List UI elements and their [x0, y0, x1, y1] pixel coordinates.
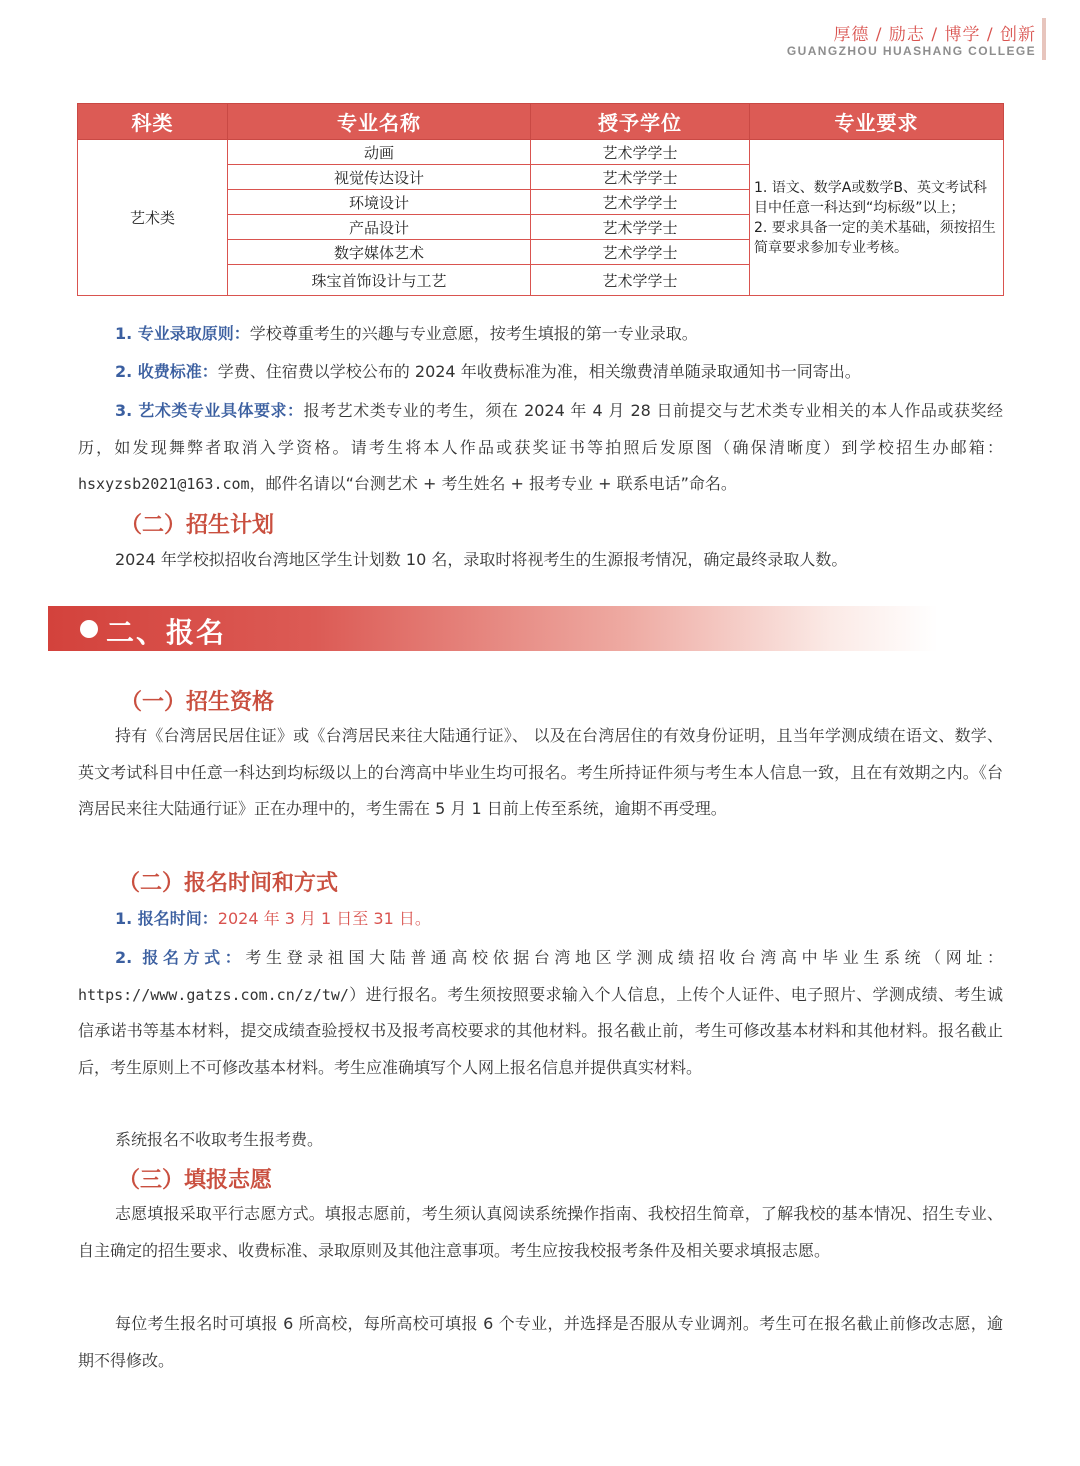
section-banner [48, 606, 938, 651]
registration-time-label: 1. 报名时间： [115, 909, 218, 928]
registration-method [78, 940, 1003, 1086]
rule-3-label: 3. 艺术类专业具体要求： [115, 401, 304, 420]
major-cell: 动画 [228, 140, 531, 165]
requirement-1: 1. 语文、数学A或数学B、英文考试科目中任意一科达到“均标级”以上； [754, 179, 987, 216]
major-cell: 视觉传达设计 [228, 165, 531, 190]
major-cell: 珠宝首饰设计与工艺 [228, 265, 531, 296]
rule-3-text-b: ，邮件名请以“台测艺术 + 考生姓名 + 报考专业 + 联系电话”命名。 [249, 474, 737, 493]
registration-time-text: 2024 年 3 月 1 日至 31 日。 [217, 909, 431, 928]
wish-text-2: 每位考生报名时可填报 6 所高校，每所高校可填报 6 个专业，并选择是否服从专业调剂。考生可在报名截止前修改志愿，逾期不得修改。 [78, 1314, 1003, 1370]
rule-art-requirements [78, 393, 1003, 503]
table-header-row [78, 104, 1004, 140]
section-title: 二、报名 [106, 616, 227, 649]
admission-email[interactable]: hsxyzsb2021@163.com [78, 475, 250, 493]
registration-method-text-b: ）进行报名。考生须按照要求输入个人信息，上传个人证件、电子照片、学测成绩、考生诚信承诺书等基本材料，提交成绩查验授权书及报考高校要求的其他材料。报名截止前，考生可修改基本材料和其他材料。报名截止后，考生原则上不可修改基本材料。考生应准确填写个人网上报名信息并提供真实材料。 [78, 984, 1003, 1077]
plan-text: 2024 年学校拟招收台湾地区学生计划数 10 名，录取时将视考生的生源报考情况，确定最终录取人数。 [115, 550, 848, 569]
category-cell: 艺术类 [78, 140, 228, 296]
wish-heading: （三）填报志愿 [118, 1168, 273, 1193]
rule-admission-principle [78, 316, 1003, 353]
header-accent-bar [1042, 18, 1046, 60]
header-requirement: 专业要求 [750, 104, 1004, 140]
degree-cell: 艺术学学士 [531, 165, 750, 190]
table-row [78, 140, 1004, 165]
bullet-dot-icon [80, 620, 98, 638]
majors-table [77, 103, 1004, 296]
requirement-cell [750, 140, 1004, 296]
qualification-heading: （一）招生资格 [120, 690, 275, 715]
college-name: GUANGZHOU HUASHANG COLLEGE [786, 44, 1036, 58]
header-degree: 授予学位 [531, 104, 750, 140]
rule-1-text: 学校尊重考生的兴趣与专业意愿，按考生填报的第一专业录取。 [249, 324, 698, 343]
qualification-text: 持有《台湾居民居住证》或《台湾居民来往大陆通行证》、 以及在台湾居住的有效身份证明，且当年学测成绩在语文、数学、英文考试科目中任意一科达到均标级以上的台湾高中毕业生均可报名。考生所持证件须与考生本人信息一致，且在有效期之内。《台湾居民来往大陆通行证》正在办理中的，考生需在 5 月 1 日前上传至系统，逾期不再受理。 [78, 726, 1003, 818]
rule-2-label: 2. 收费标准： [115, 362, 218, 381]
registration-method-label: 2. 报名方式： [115, 948, 246, 967]
degree-cell: 艺术学学士 [531, 240, 750, 265]
degree-cell: 艺术学学士 [531, 140, 750, 165]
degree-cell: 艺术学学士 [531, 190, 750, 215]
registration-heading: （二）报名时间和方式 [118, 871, 339, 896]
degree-cell: 艺术学学士 [531, 265, 750, 296]
rule-3-text-a: 报考艺术类专业的考生，须在 2024 年 4 月 28 日前提交与艺术类专业相关的本人作品或获奖经历，如发现舞弊者取消入学资格。请考生将本人作品或获奖证书等拍照后发原图（确保清晰度）到学校招生办邮箱： [78, 401, 1003, 457]
registration-time [78, 901, 1003, 938]
requirement-2: 2. 要求具备一定的美术基础，须按招生简章要求参加专业考核。 [754, 219, 996, 256]
rule-2-text: 学费、住宿费以学校公布的 2024 年收费标准为准，相关缴费清单随录取通知书一同寄出。 [217, 362, 861, 381]
plan-heading: （二）招生计划 [120, 513, 275, 538]
registration-url-link[interactable]: https://www.gatzs.com.cn/z/tw/ [78, 985, 349, 1004]
major-cell: 环境设计 [228, 190, 531, 215]
degree-cell: 艺术学学士 [531, 215, 750, 240]
header-motto: 厚德 / 励志 / 博学 / 创新 [833, 25, 1036, 45]
rule-1-label: 1. 专业录取原则： [115, 324, 250, 343]
header-major: 专业名称 [228, 104, 531, 140]
header-category: 科类 [78, 104, 228, 140]
registration-method-text-a: 考生登录祖国大陆普通高校依据台湾地区学测成绩招收台湾高中毕业生系统（网址： [245, 948, 1003, 967]
fee-note: 系统报名不收取考生报考费。 [115, 1130, 324, 1149]
major-cell: 产品设计 [228, 215, 531, 240]
major-cell: 数字媒体艺术 [228, 240, 531, 265]
wish-text-1: 志愿填报采取平行志愿方式。填报志愿前，考生须认真阅读系统操作指南、我校招生简章，了解我校的基本情况、招生专业、自主确定的招生要求、收费标准、录取原则及其他注意事项。考生应按我校报考条件及相关要求填报志愿。 [78, 1204, 1003, 1260]
rule-fee-standard [78, 354, 1003, 391]
